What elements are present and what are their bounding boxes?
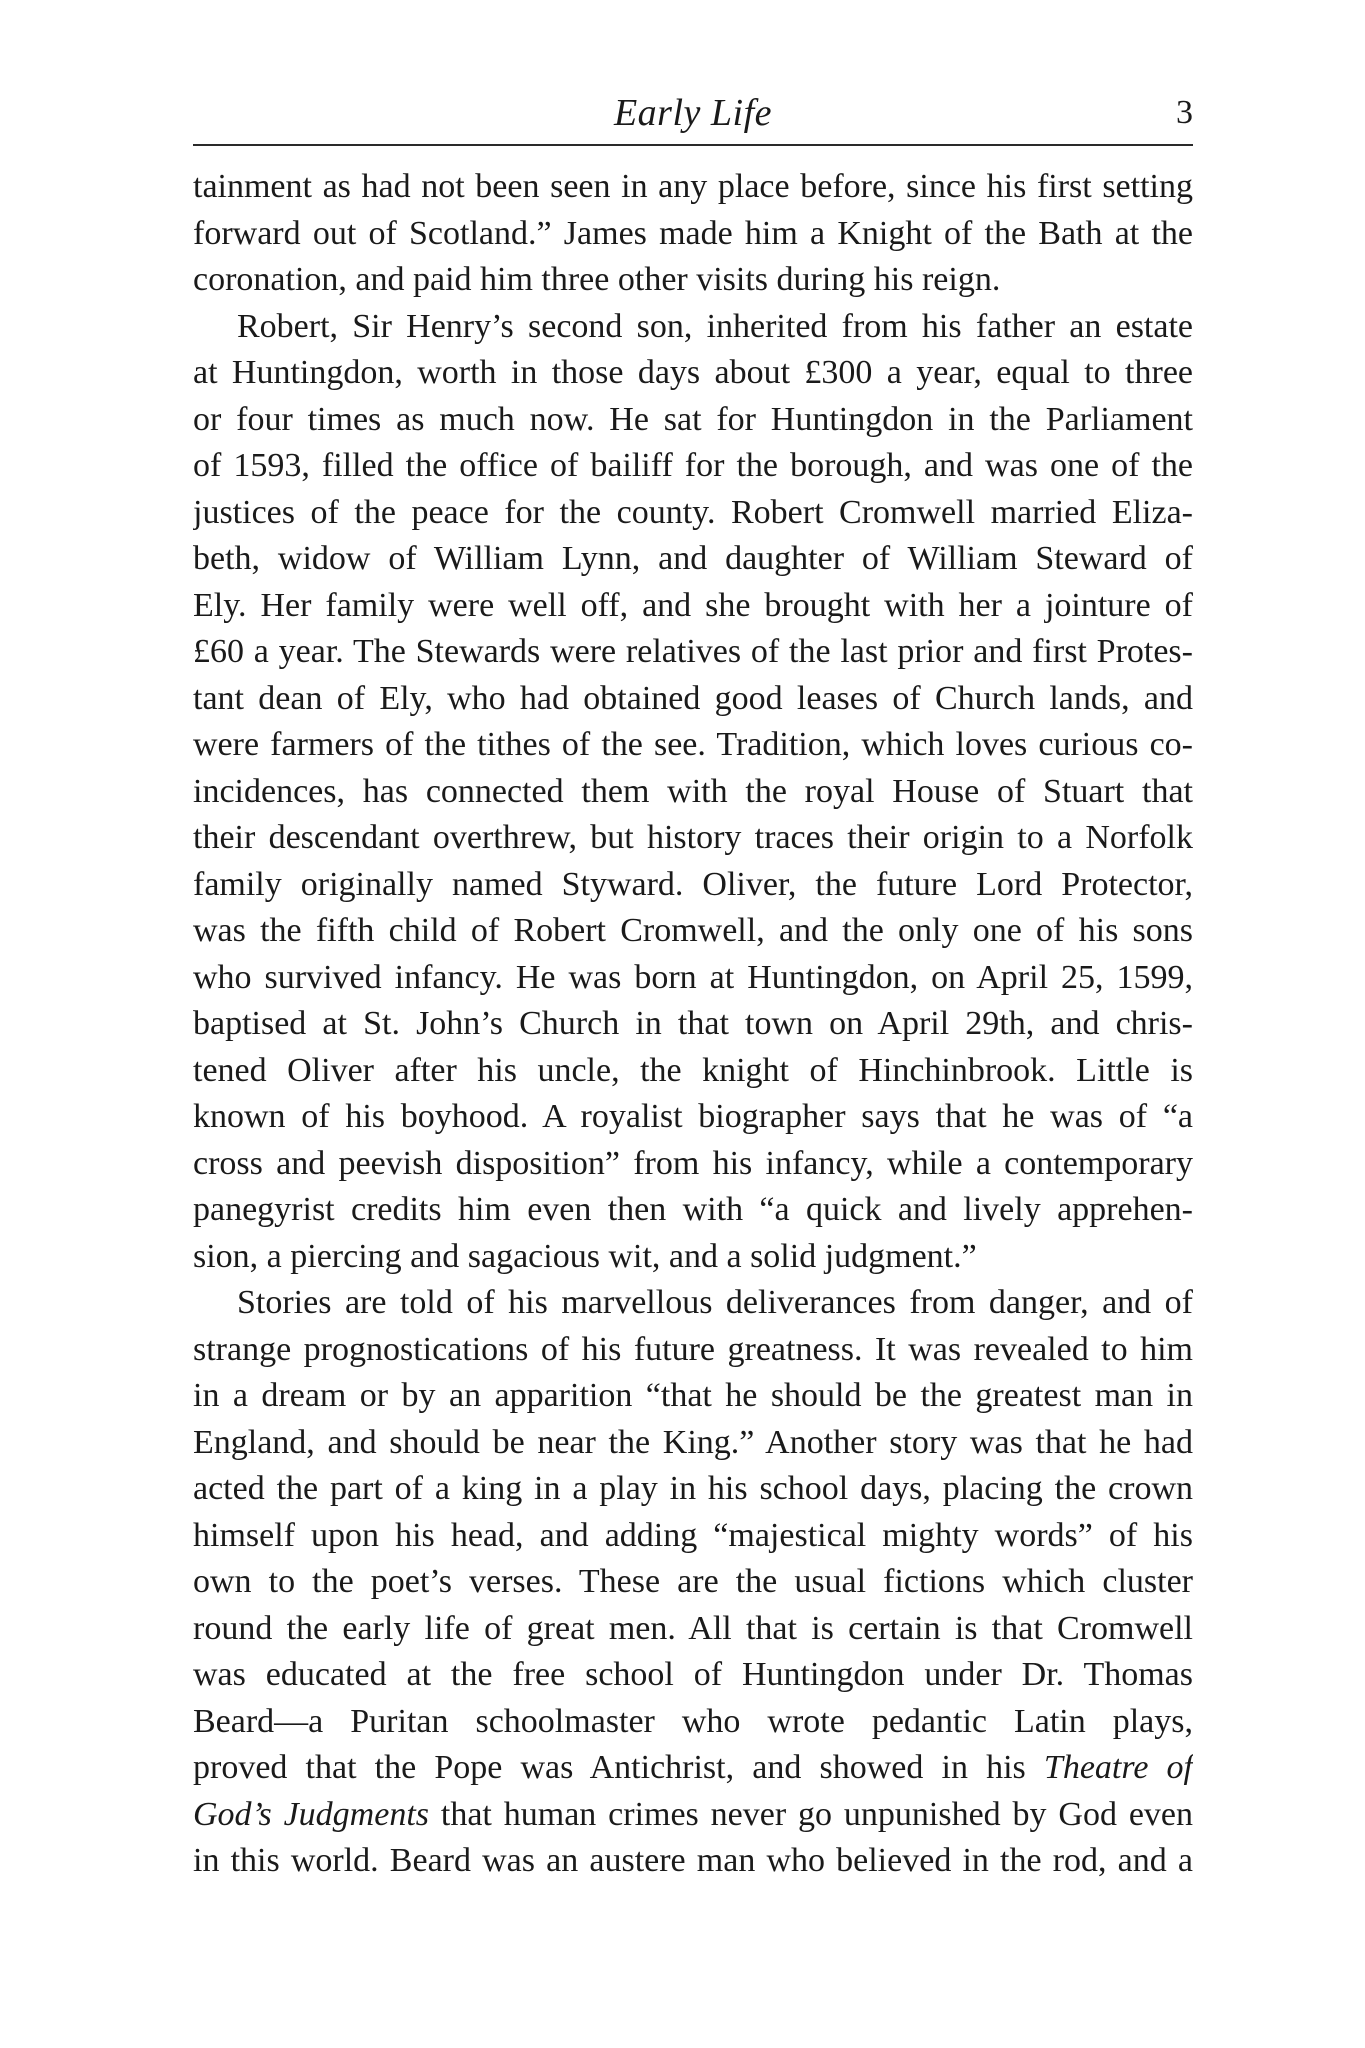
text-line: in a dream or by an apparition “that he should be the greatest man in — [193, 1377, 1193, 1414]
text-line: incidences, has connected them with the royal House of Stuart that — [193, 772, 1193, 810]
book-title-text: God’s Judgments — [193, 1795, 430, 1833]
text-line: baptised at St. John’s Church in that town on April 29th, and chris- — [193, 1005, 1193, 1042]
text-line: at Huntingdon, worth in those days about £300 a year, equal to three — [193, 354, 1193, 391]
text-segment: that human crimes never go unpunished by God even — [440, 1795, 1193, 1833]
text-line: himself upon his head, and adding “majestical mighty words” of his — [193, 1516, 1193, 1554]
text-line: forward out of Scotland.” James made him a Knight of the Bath at the — [193, 214, 1193, 252]
text-line: strange prognostications of his future greatness. It was revealed to him — [193, 1330, 1193, 1368]
text-segment: proved that the Pope was Antichrist, and showed in his — [193, 1749, 1026, 1786]
text-line — [193, 1745, 1193, 1792]
paragraph-start-line: Stories are told of his marvellous deliverances from danger, and of — [237, 1284, 1193, 1321]
text-line: acted the part of a king in a play in his school days, placing the crown — [193, 1470, 1193, 1507]
text-line: panegyrist credits him even then with “a quick and lively apprehen- — [193, 1191, 1193, 1228]
text-line: own to the poet’s verses. These are the usual fictions which cluster — [193, 1563, 1193, 1600]
text-line: coronation, and paid him three other visits during his reign. — [193, 261, 1001, 298]
text-line: tened Oliver after his uncle, the knight of Hinchinbrook. Little is — [193, 1051, 1193, 1089]
text-line: £60 a year. The Stewards were relatives of the last prior and first Protes- — [193, 633, 1193, 670]
text-line: was educated at the free school of Huntingdon under Dr. Thomas — [193, 1656, 1193, 1693]
paragraph-start-line: Robert, Sir Henry’s second son, inherited from his father an estate — [237, 307, 1193, 345]
text-line: Ely. Her family were well off, and she brought with her a jointure of — [193, 586, 1193, 624]
text-line: were farmers of the tithes of the see. Tradition, which loves curious co- — [193, 726, 1193, 763]
body-text — [193, 164, 1193, 1885]
text-line: tant dean of Ely, who had obtained good leases of Church lands, and — [193, 679, 1193, 717]
text-line: round the early life of great men. All that is certain is that Cromwell — [193, 1609, 1193, 1647]
text-line: was the fifth child of Robert Cromwell, and the only one of his sons — [193, 912, 1193, 949]
book-title-text: Theatre of — [1043, 1749, 1193, 1786]
text-line: family originally named Styward. Oliver, the future Lord Protector, — [193, 865, 1193, 903]
running-title: Early Life — [613, 92, 773, 134]
text-line: tainment as had not been seen in any place before, since his first setting — [193, 168, 1193, 205]
text-line: justices of the peace for the county. Robert Cromwell married Eliza- — [193, 493, 1193, 531]
text-line: or four times as much now. He sat for Huntingdon in the Parliament — [193, 400, 1193, 438]
text-line: known of his boyhood. A royalist biographer says that he was of “a — [193, 1098, 1193, 1135]
text-line: sion, a piercing and sagacious wit, and a solid judgment.” — [193, 1237, 977, 1275]
running-header — [193, 88, 1193, 146]
text-line: England, and should be near the King.” Another story was that he had — [193, 1423, 1193, 1461]
text-line — [193, 1792, 1193, 1839]
text-line: cross and peevish disposition” from his infancy, while a contemporary — [193, 1144, 1193, 1182]
text-line: of 1593, filled the office of bailiff for the borough, and was one of the — [193, 447, 1193, 484]
page-number: 3 — [1176, 94, 1193, 131]
text-line: beth, widow of William Lynn, and daughter of William Steward of — [193, 540, 1193, 577]
text-line: their descendant overthrew, but history traces their origin to a Norfolk — [193, 819, 1193, 856]
text-line: Beard—a Puritan schoolmaster who wrote pedantic Latin plays, — [193, 1702, 1193, 1740]
text-line: in this world. Beard was an austere man who believed in the rod, and a — [193, 1842, 1193, 1879]
text-line: who survived infancy. He was born at Huntingdon, on April 25, 1599, — [193, 958, 1193, 996]
